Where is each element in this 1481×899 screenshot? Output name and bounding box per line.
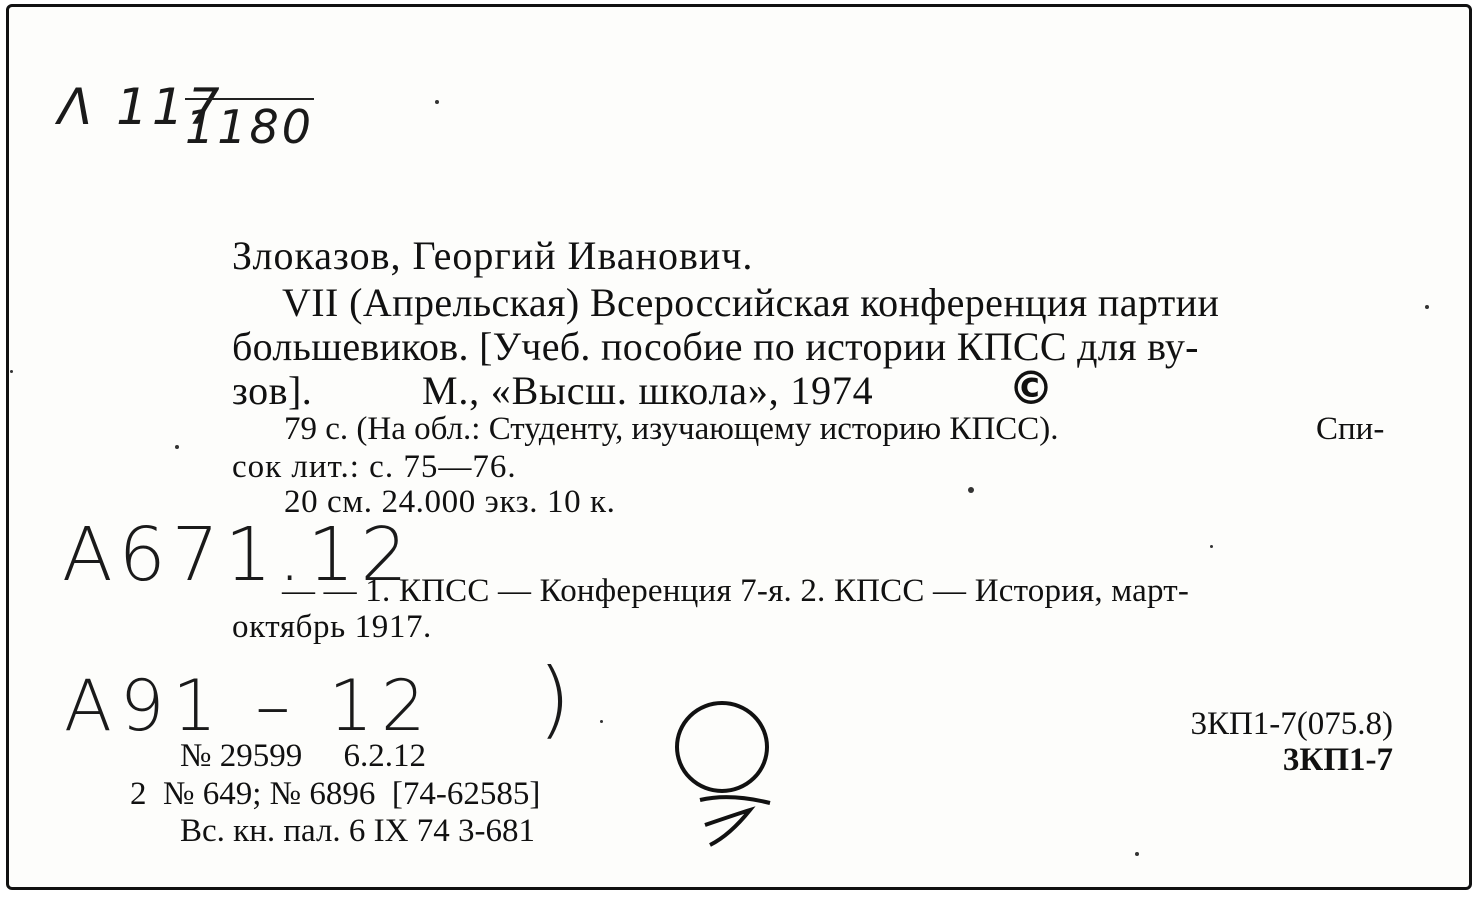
registration-number: № 29599 6.2.12 (180, 738, 426, 774)
scan-speck (435, 100, 439, 104)
handwritten-circle-mark (670, 695, 790, 865)
author-heading: Злоказов, Георгий Иванович. (232, 233, 754, 278)
title-line-2: большевиков. [Учеб. пособие по истории КПСС для ву- (232, 324, 1199, 369)
book-chamber-line: Вс. кн. пал. 6 IX 74 3-681 (180, 813, 535, 849)
classification-index-1: 3КП1-7(075.8) (1190, 706, 1393, 742)
description-line-3: 20 см. 24.000 экз. 10 к. (284, 484, 616, 520)
shelfmark-main: Λ 117 (58, 78, 224, 136)
title-line-3b: М., «Высш. школа», 1974 (422, 368, 874, 413)
scan-speck (600, 720, 603, 723)
handwritten-mark-middle: А671.12 (62, 512, 414, 598)
copyright-icon: © (1008, 361, 1054, 415)
description-line-2: сок лит.: с. 75—76. (232, 449, 517, 485)
description-line-1: 79 с. (На обл.: Студенту, изучающему историю КПСС). (284, 411, 1059, 447)
title-line-1: VII (Апрельская) Всероссийская конференция партии (282, 280, 1220, 325)
scan-speck (1425, 305, 1429, 309)
scan-speck (10, 370, 13, 373)
subjects-line-2: октябрь 1917. (232, 609, 432, 645)
classification-index-2: 3КП1-7 (1282, 742, 1393, 778)
print-order-line: 2 № 649; № 6896 [74-62585] (130, 776, 541, 812)
scan-speck (1210, 545, 1213, 548)
handwritten-shelfmark-fraction: 1180 (185, 100, 315, 154)
scan-speck (175, 445, 179, 449)
description-line-1-end: Спи- (1316, 411, 1385, 447)
title-line-3a: зов]. (232, 368, 313, 413)
handwritten-mark-bottom: А91 – 12 (64, 665, 434, 747)
scan-speck (1135, 852, 1139, 856)
scan-speck (968, 487, 974, 493)
handwritten-mark-bottom-paren: ) (538, 650, 575, 748)
subjects-line-1: — — 1. КПСС — Конференция 7-я. 2. КПСС — История, март- (282, 573, 1190, 609)
